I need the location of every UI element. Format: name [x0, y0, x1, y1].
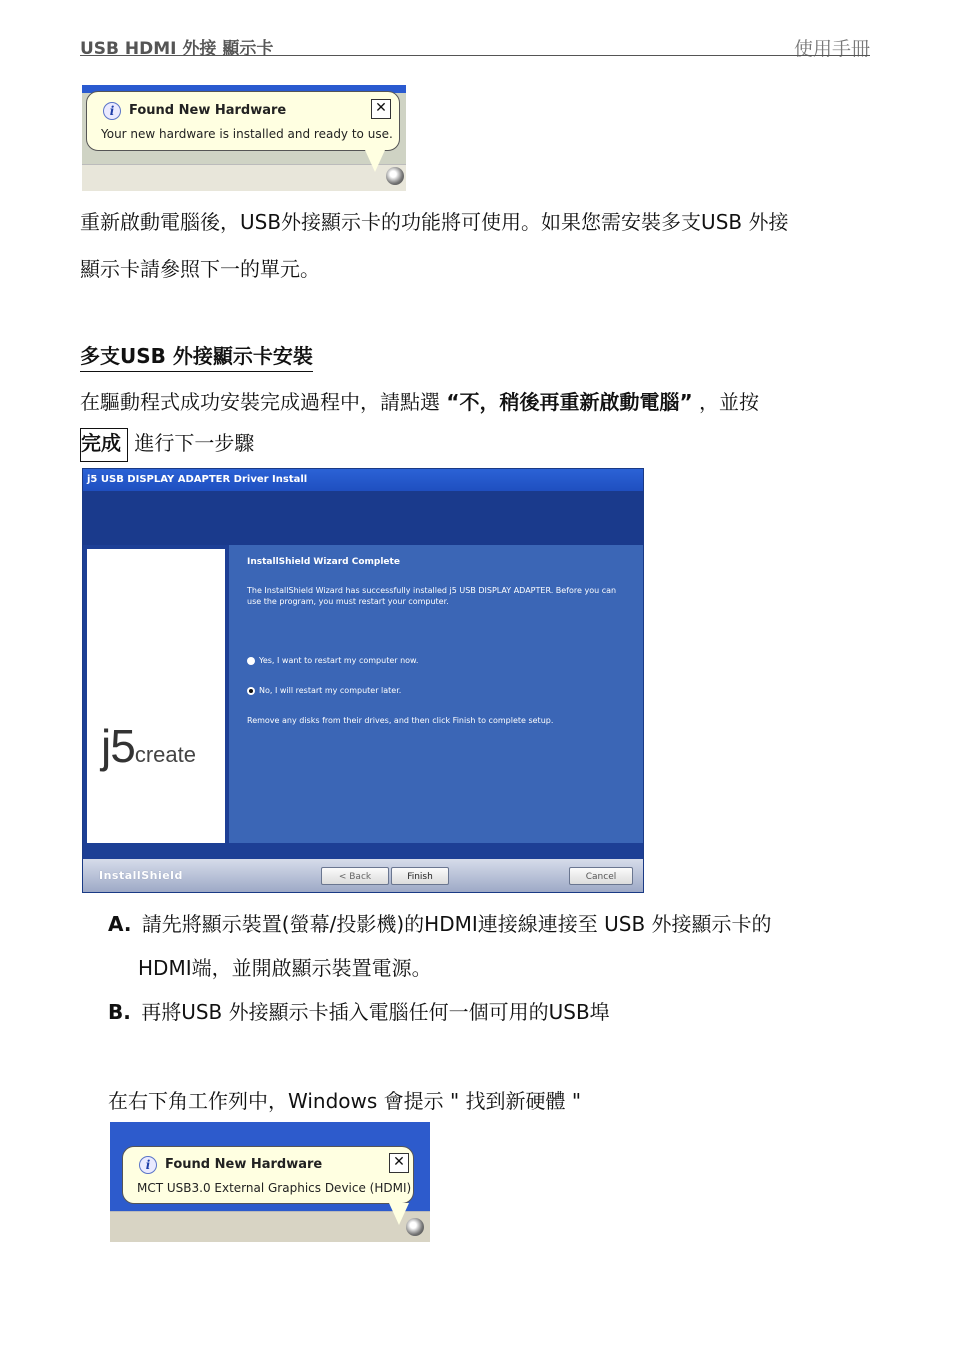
wizard-titlebar: j5 USB DISPLAY ADAPTER Driver Install — [83, 469, 643, 491]
instruction-suffix: ，並按 — [692, 390, 760, 414]
step-b-label: B. — [108, 1000, 131, 1024]
restart-paragraph-line-2: 顯示卡請參照下一的單元。 — [80, 257, 320, 281]
finish-button[interactable]: Finish — [391, 867, 449, 885]
installshield-brand: InstallShield — [99, 869, 183, 882]
taskbar — [82, 164, 406, 191]
section-title: 多支USB 外接顯示卡安裝 — [80, 340, 313, 372]
step-b-text-1: 再將USB 外接顯示卡插入電腦任何一個可用的USB埠 — [141, 1000, 610, 1024]
step-a-text-1: 請先將顯示裝置(螢幕/投影機)的HDMI連接線連接至 USB 外接顯示卡的 — [141, 912, 772, 936]
finish-word: 完成 — [80, 428, 128, 462]
radio-no-restart[interactable] — [247, 685, 401, 696]
tray-icon-2[interactable] — [406, 1218, 424, 1236]
balloon-2-title: Found New Hardware — [165, 1157, 323, 1172]
close-icon-2[interactable]: ✕ — [389, 1153, 409, 1173]
radio-no-label: No, I will restart my computer later. — [259, 686, 402, 695]
header-title: USB HDMI 外接 顯示卡 — [80, 39, 274, 59]
instruction-line-2 — [80, 427, 254, 456]
notification-balloon-2[interactable] — [122, 1146, 414, 1204]
info-icon-2: i — [139, 1156, 157, 1174]
header-manual-label: 使用手冊 — [793, 38, 870, 60]
notification-balloon[interactable] — [86, 91, 400, 151]
header-divider — [80, 55, 870, 56]
wizard-desc-line-1: The InstallShield Wizard has successfully installed j5 USB DISPLAY ADAPTER. Before you can — [247, 586, 617, 595]
instruction-line-1 — [80, 386, 759, 415]
restart-paragraph-line-1: 重新啟動電腦後，USB外接顯示卡的功能將可使用。如果您需安裝多支USB 外接 — [80, 210, 789, 234]
wizard-button-bar — [83, 859, 643, 893]
step-a-label: A. — [108, 912, 132, 936]
wizard-heading: InstallShield Wizard Complete — [247, 557, 400, 567]
step-a-line-1 — [108, 908, 772, 937]
found-hardware-screenshot-1 — [82, 85, 406, 191]
radio-yes-label: Yes, I want to restart my computer now. — [259, 656, 419, 665]
taskbar-2 — [110, 1211, 430, 1242]
balloon-title: Found New Hardware — [129, 103, 287, 118]
info-icon: i — [103, 102, 121, 120]
j5create-logo — [101, 719, 196, 773]
logo-j5: j5 — [101, 720, 135, 772]
balloon-2-tail — [389, 1203, 409, 1225]
balloon-message: Your new hardware is installed and ready to use. — [101, 127, 393, 141]
step-a-line-2: HDMI端，並開啟顯示裝置電源。 — [138, 956, 432, 980]
wizard-logo-panel — [87, 549, 225, 843]
taskbar-hint-paragraph: 在右下角工作列中，Windows 會提示 " 找到新硬體 " — [108, 1089, 582, 1113]
radio-no-icon[interactable] — [247, 687, 255, 695]
tray-icon[interactable] — [386, 167, 404, 185]
wizard-content — [229, 545, 643, 843]
logo-create: create — [134, 742, 196, 767]
balloon-tail — [365, 150, 385, 172]
instruction-rest: 進行下一步驟 — [128, 431, 255, 455]
step-b-line-1 — [108, 996, 610, 1025]
radio-yes-restart[interactable] — [247, 655, 418, 666]
wizard-header-band — [83, 491, 643, 545]
back-button[interactable]: < Back — [321, 867, 389, 885]
close-icon[interactable]: ✕ — [371, 99, 391, 119]
installshield-wizard-window — [82, 468, 644, 893]
cancel-button[interactable]: Cancel — [569, 867, 633, 885]
instruction-prefix: 在驅動程式成功安裝完成過程中，請點選 — [80, 390, 447, 414]
found-hardware-screenshot-2 — [110, 1122, 430, 1242]
radio-yes-icon[interactable] — [247, 657, 255, 665]
wizard-desc-line-2: use the program, you must restart your computer. — [247, 597, 449, 606]
instruction-emphasis: “不，稍後再重新啟動電腦” — [446, 390, 693, 414]
balloon-2-message: MCT USB3.0 External Graphics Device (HDMI) — [137, 1181, 412, 1195]
wizard-remove-note: Remove any disks from their drives, and then click Finish to complete setup. — [247, 716, 554, 725]
